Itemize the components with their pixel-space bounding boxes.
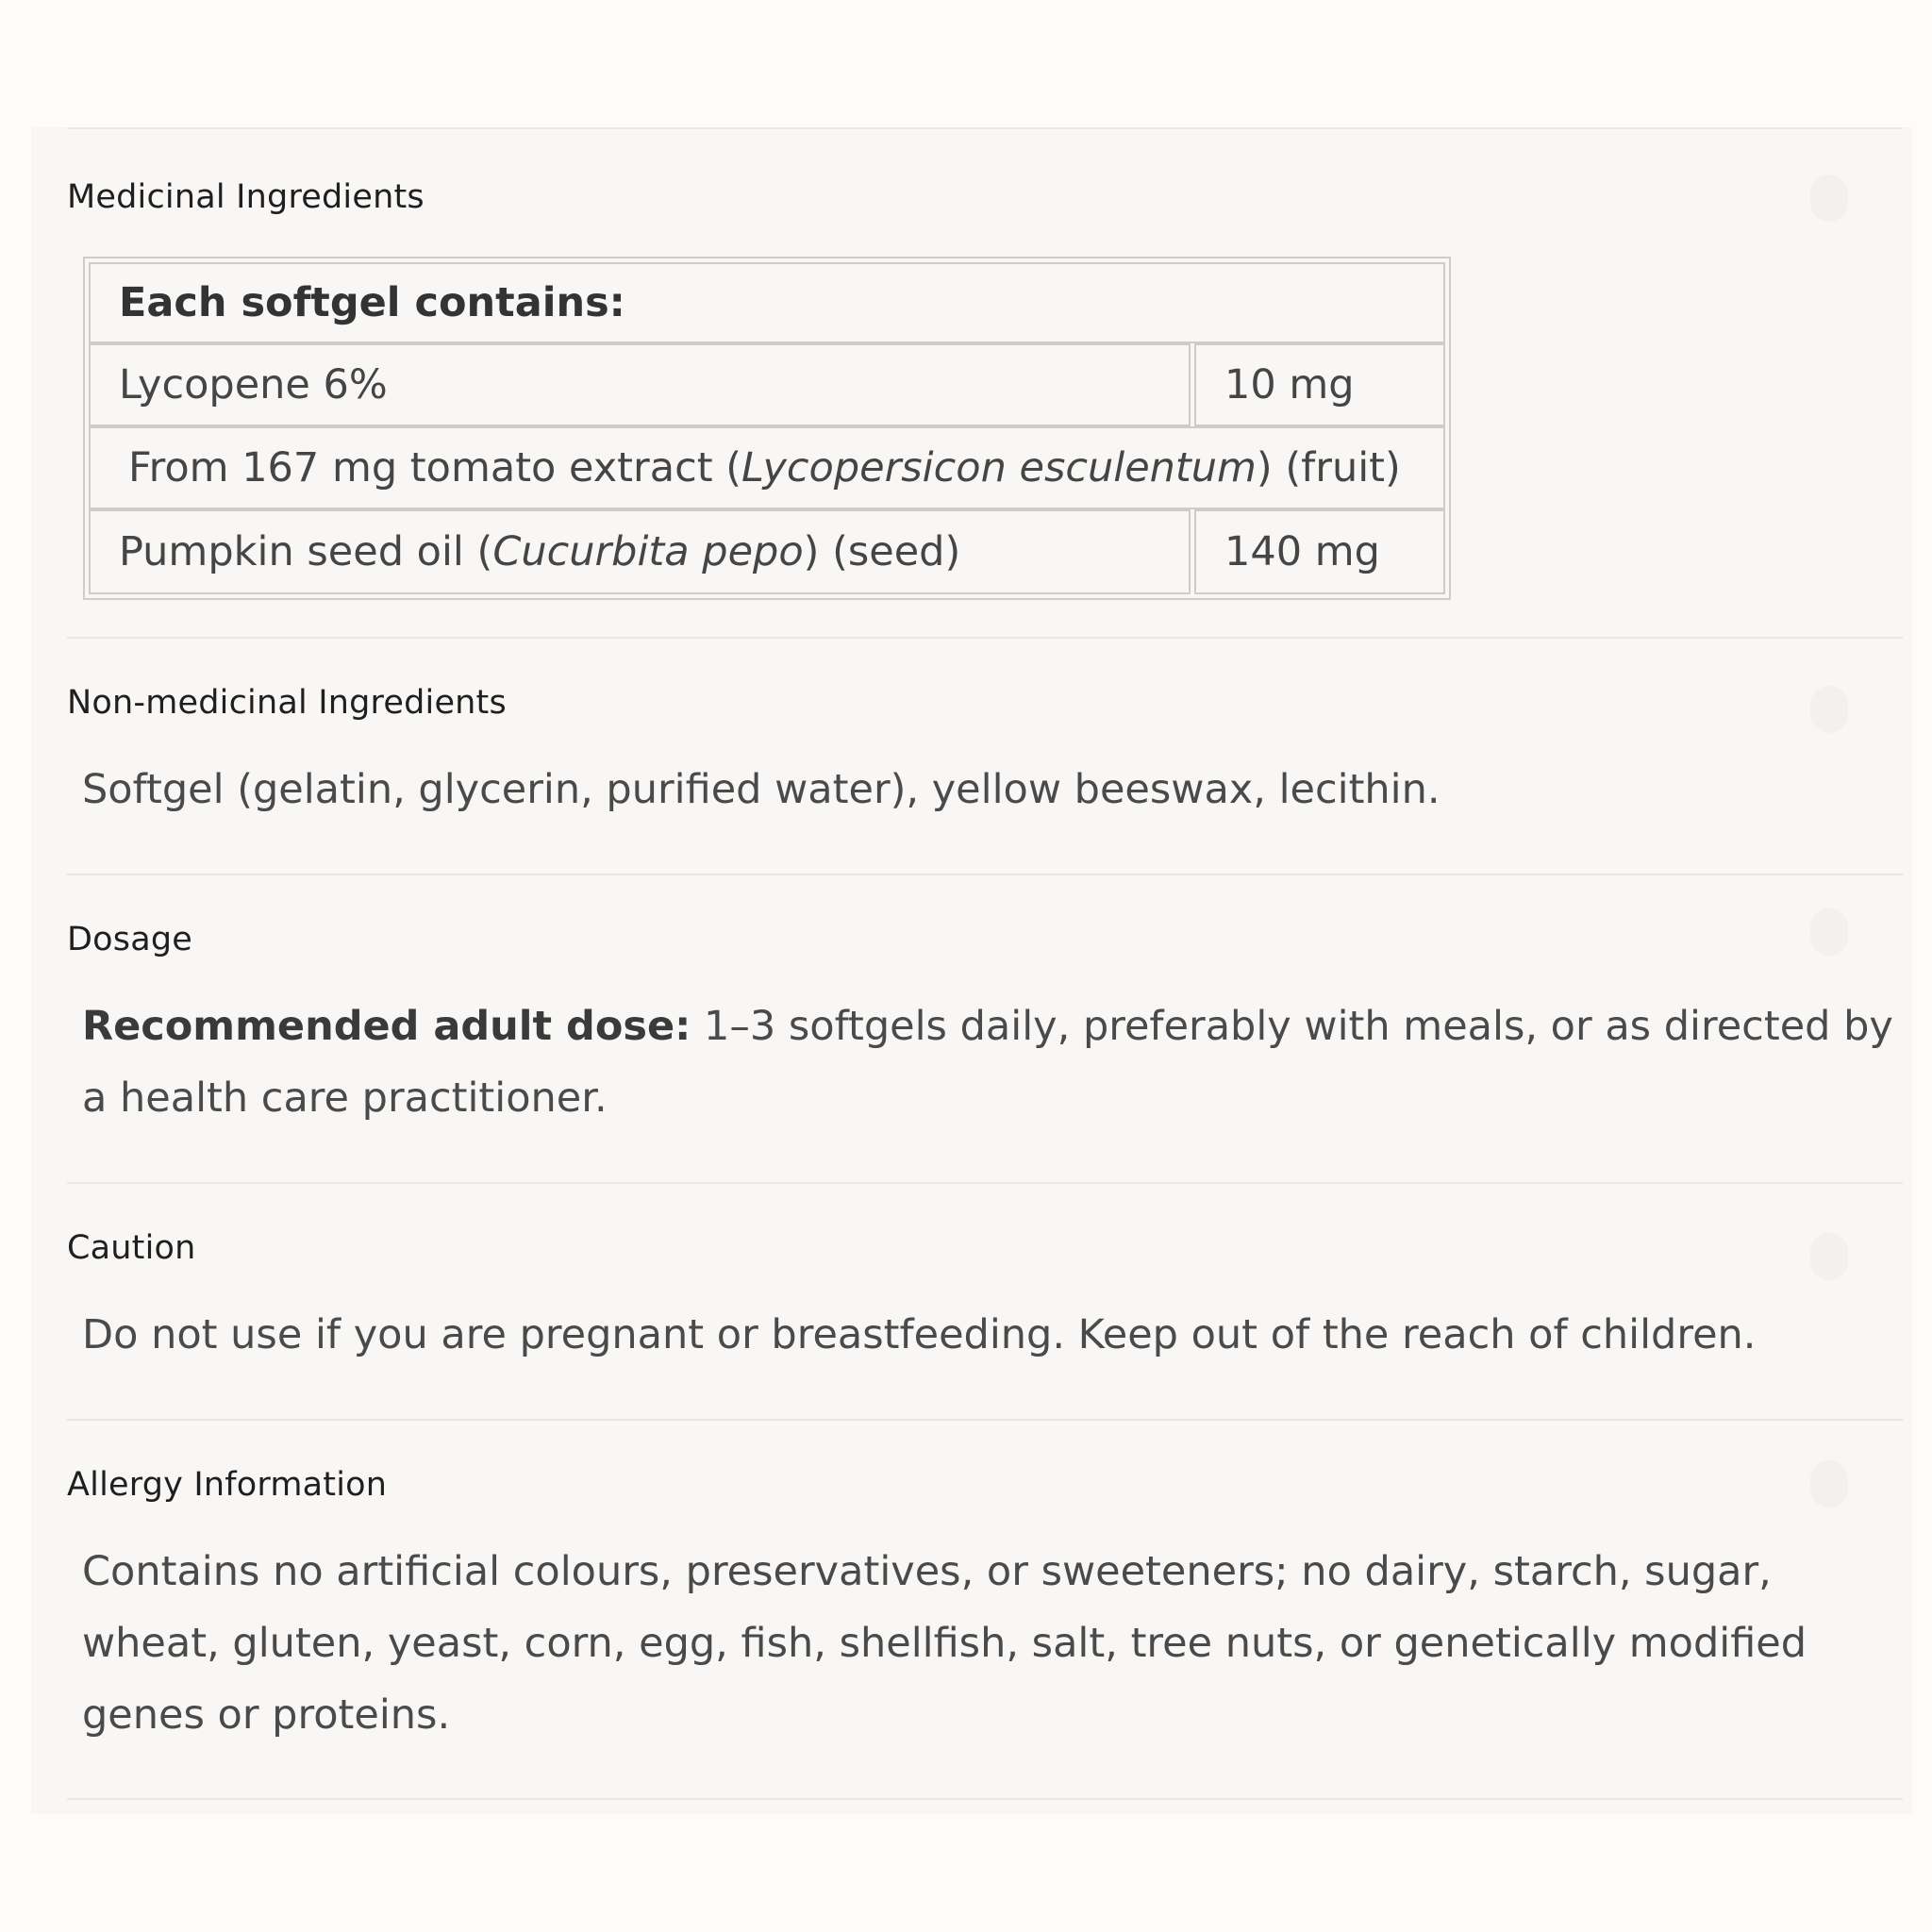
- section-caution: [67, 1182, 1903, 1421]
- non-medicinal-text: Softgel (gelatin, glycerin, purified water), yellow beeswax, lecithin.: [82, 766, 1441, 813]
- pumpkin-text: [119, 528, 960, 575]
- section-allergy-information: [67, 1419, 1903, 1800]
- table-row-pumpkin-name: [89, 509, 1191, 594]
- section-title-allergy[interactable]: Allergy Information: [67, 1466, 388, 1504]
- tomato-extract-prefix: From 167 mg tomato extract (: [128, 444, 742, 491]
- section-non-medicinal-ingredients: [67, 637, 1903, 875]
- tomato-extract-suffix: ) (fruit): [1256, 444, 1401, 491]
- table-header: Each softgel contains:: [119, 279, 625, 326]
- table-row-pumpkin-amount: [1194, 509, 1445, 594]
- dosage-label: Recommended adult dose:: [82, 1003, 691, 1050]
- pumpkin-suffix: ) (seed): [803, 528, 961, 575]
- section-title-non-medicinal[interactable]: Non-medicinal Ingredients: [67, 684, 507, 722]
- tomato-extract-text: [128, 444, 1401, 491]
- caution-text: Do not use if you are pregnant or breastfeeding. Keep out of the reach of children.: [82, 1311, 1757, 1358]
- table-row-tomato-extract: [89, 426, 1445, 509]
- section-title-caution[interactable]: Caution: [67, 1229, 196, 1267]
- dosage-instructions: 1–3 softgels daily, preferably with meals, or as directed by a health care practitioner.: [82, 1003, 1893, 1122]
- pumpkin-latin-name: Cucurbita pepo: [492, 528, 804, 575]
- allergy-text: Contains no artificial colours, preservatives, or sweeteners; no dairy, starch, sugar, wheat, gluten, yeast, corn, egg, fish, shellfish, salt, tree nuts, or genetically modified genes or proteins.: [82, 1548, 1807, 1739]
- lycopene-name: Lycopene 6%: [119, 361, 388, 408]
- section-title-dosage[interactable]: Dosage: [67, 921, 192, 958]
- section-title-medicinal[interactable]: Medicinal Ingredients: [67, 178, 425, 216]
- expand-icon[interactable]: [1810, 1233, 1848, 1280]
- table-row-lycopene-name: [89, 343, 1191, 426]
- table-row-lycopene-amount: [1194, 343, 1445, 426]
- expand-icon[interactable]: [1810, 686, 1848, 733]
- dosage-text: [82, 991, 1903, 1134]
- expand-icon[interactable]: [1810, 1460, 1848, 1507]
- expand-icon[interactable]: [1810, 908, 1848, 956]
- pumpkin-prefix: Pumpkin seed oil (: [119, 528, 493, 575]
- tomato-latin-name: Lycopersicon esculentum: [741, 444, 1257, 491]
- medicinal-ingredients-table: [83, 257, 1451, 600]
- expand-icon[interactable]: [1810, 175, 1848, 222]
- section-dosage: [67, 874, 1903, 1184]
- pumpkin-amount: 140 mg: [1224, 528, 1380, 575]
- lycopene-amount: 10 mg: [1224, 361, 1355, 408]
- table-header-cell: [89, 262, 1445, 343]
